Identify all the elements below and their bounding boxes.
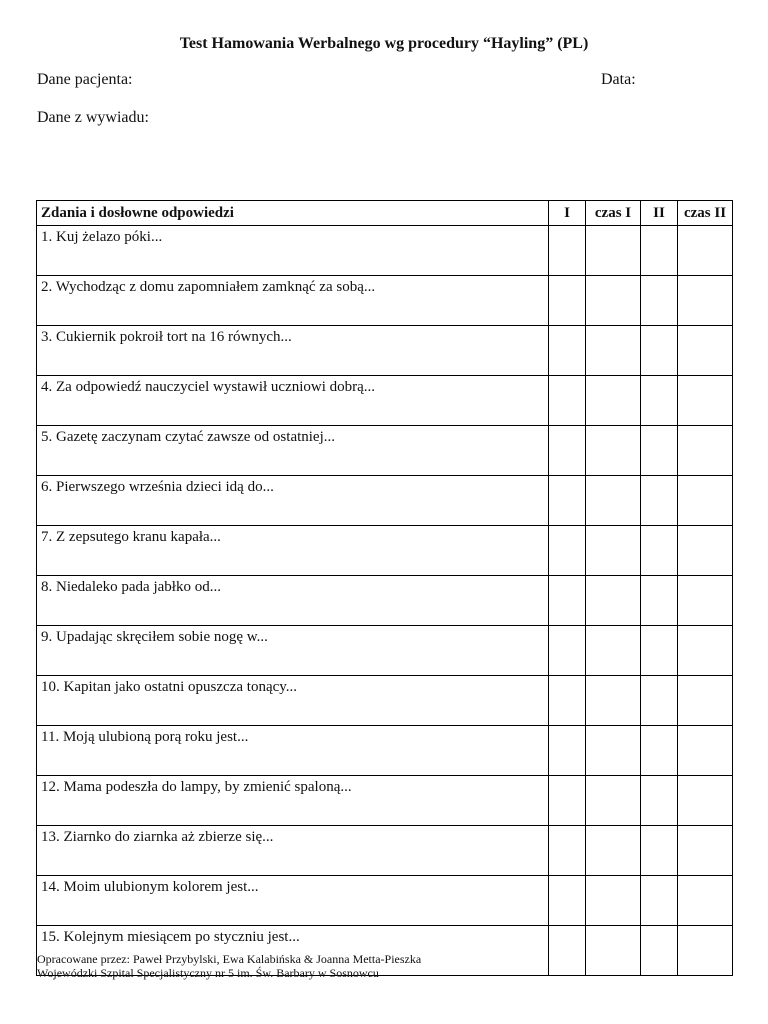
document-title: Test Hamowania Werbalnego wg procedury “Hayling” (PL) — [179, 35, 589, 52]
table-row — [37, 676, 733, 726]
sentence-cell: 3. Cukiernik pokroił tort na 16 równych... — [37, 326, 549, 376]
sentence-cell: 2. Wychodząc z domu zapomniałem zamknąć za sobą... — [37, 276, 549, 326]
history-label: Dane z wywiadu: — [37, 109, 149, 126]
score-2-cell[interactable] — [641, 726, 678, 776]
column-header-score-2: II — [641, 201, 678, 226]
time-1-cell[interactable] — [586, 326, 641, 376]
score-1-cell[interactable] — [549, 626, 586, 676]
time-1-cell[interactable] — [586, 726, 641, 776]
time-2-cell[interactable] — [678, 776, 733, 826]
time-2-cell[interactable] — [678, 226, 733, 276]
time-1-cell[interactable] — [586, 776, 641, 826]
score-2-cell[interactable] — [641, 826, 678, 876]
score-1-cell[interactable] — [549, 376, 586, 426]
time-1-cell[interactable] — [586, 676, 641, 726]
table-row — [37, 376, 733, 426]
table-header-row — [37, 201, 733, 226]
table-row — [37, 726, 733, 776]
time-2-cell[interactable] — [678, 876, 733, 926]
table-row — [37, 326, 733, 376]
table-row — [37, 276, 733, 326]
score-2-cell[interactable] — [641, 376, 678, 426]
score-2-cell[interactable] — [641, 476, 678, 526]
score-1-cell[interactable] — [549, 676, 586, 726]
score-2-cell[interactable] — [641, 326, 678, 376]
time-1-cell[interactable] — [586, 626, 641, 676]
column-header-time-2: czas II — [678, 201, 733, 226]
table-row — [37, 526, 733, 576]
sentence-cell: 6. Pierwszego września dzieci idą do... — [37, 476, 549, 526]
patient-data-label: Dane pacjenta: — [37, 71, 133, 88]
column-header-score-1: I — [549, 201, 586, 226]
score-2-cell[interactable] — [641, 526, 678, 576]
time-2-cell[interactable] — [678, 326, 733, 376]
score-1-cell[interactable] — [549, 326, 586, 376]
score-2-cell[interactable] — [641, 676, 678, 726]
score-1-cell[interactable] — [549, 726, 586, 776]
time-1-cell[interactable] — [586, 276, 641, 326]
time-2-cell[interactable] — [678, 526, 733, 576]
score-2-cell[interactable] — [641, 576, 678, 626]
score-1-cell[interactable] — [549, 576, 586, 626]
sentence-cell: 15. Kolejnym miesiącem po styczniu jest... — [37, 926, 549, 976]
time-1-cell[interactable] — [586, 926, 641, 976]
table-row — [37, 476, 733, 526]
footer-authors: Opracowane przez: Paweł Przybylski, Ewa Kalabińska & Joanna Metta-Pieszka — [37, 952, 422, 966]
sentence-cell: 13. Ziarnko do ziarnka aż zbierze się... — [37, 826, 549, 876]
footer — [37, 952, 421, 980]
time-2-cell[interactable] — [678, 926, 733, 976]
score-1-cell[interactable] — [549, 526, 586, 576]
sentence-cell: 9. Upadając skręciłem sobie nogę w... — [37, 626, 549, 676]
table-row — [37, 876, 733, 926]
table-row — [37, 576, 733, 626]
sentence-cell: 4. Za odpowiedź nauczyciel wystawił uczniowi dobrą... — [37, 376, 549, 426]
time-1-cell[interactable] — [586, 576, 641, 626]
column-header-sentences: Zdania i dosłowne odpowiedzi — [37, 201, 549, 226]
sentence-cell: 14. Moim ulubionym kolorem jest... — [37, 876, 549, 926]
time-2-cell[interactable] — [678, 826, 733, 876]
sentence-cell: 10. Kapitan jako ostatni opuszcza tonący... — [37, 676, 549, 726]
table-row — [37, 426, 733, 476]
sentence-cell: 8. Niedaleko pada jabłko od... — [37, 576, 549, 626]
score-1-cell[interactable] — [549, 276, 586, 326]
sentence-cell: 5. Gazetę zaczynam czytać zawsze od ostatniej... — [37, 426, 549, 476]
time-1-cell[interactable] — [586, 226, 641, 276]
score-2-cell[interactable] — [641, 876, 678, 926]
time-2-cell[interactable] — [678, 426, 733, 476]
time-2-cell[interactable] — [678, 726, 733, 776]
score-2-cell[interactable] — [641, 276, 678, 326]
score-1-cell[interactable] — [549, 826, 586, 876]
time-1-cell[interactable] — [586, 826, 641, 876]
score-1-cell[interactable] — [549, 776, 586, 826]
date-label: Data: — [601, 71, 636, 88]
score-2-cell[interactable] — [641, 776, 678, 826]
time-2-cell[interactable] — [678, 676, 733, 726]
time-1-cell[interactable] — [586, 476, 641, 526]
score-1-cell[interactable] — [549, 476, 586, 526]
table-row — [37, 226, 733, 276]
table-row — [37, 776, 733, 826]
time-2-cell[interactable] — [678, 276, 733, 326]
time-1-cell[interactable] — [586, 376, 641, 426]
time-2-cell[interactable] — [678, 626, 733, 676]
column-header-time-1: czas I — [586, 201, 641, 226]
table-row — [37, 826, 733, 876]
table-row — [37, 626, 733, 676]
score-1-cell[interactable] — [549, 426, 586, 476]
score-2-cell[interactable] — [641, 426, 678, 476]
sentence-cell: 12. Mama podeszła do lampy, by zmienić spaloną... — [37, 776, 549, 826]
score-2-cell[interactable] — [641, 626, 678, 676]
time-2-cell[interactable] — [678, 376, 733, 426]
footer-institution: Wojewódzki Szpital Specjalistyczny nr 5 im. Św. Barbary w Sosnowcu — [37, 966, 379, 980]
score-1-cell[interactable] — [549, 876, 586, 926]
sentence-cell: 7. Z zepsutego kranu kapała... — [37, 526, 549, 576]
time-1-cell[interactable] — [586, 526, 641, 576]
score-2-cell[interactable] — [641, 926, 678, 976]
sentence-cell: 11. Moją ulubioną porą roku jest... — [37, 726, 549, 776]
score-2-cell[interactable] — [641, 226, 678, 276]
sentence-cell: 1. Kuj żelazo póki... — [37, 226, 549, 276]
time-1-cell[interactable] — [586, 426, 641, 476]
time-1-cell[interactable] — [586, 876, 641, 926]
time-2-cell[interactable] — [678, 576, 733, 626]
response-table — [36, 200, 733, 976]
time-2-cell[interactable] — [678, 476, 733, 526]
score-1-cell[interactable] — [549, 226, 586, 276]
table-body — [37, 226, 733, 976]
score-1-cell[interactable] — [549, 926, 586, 976]
